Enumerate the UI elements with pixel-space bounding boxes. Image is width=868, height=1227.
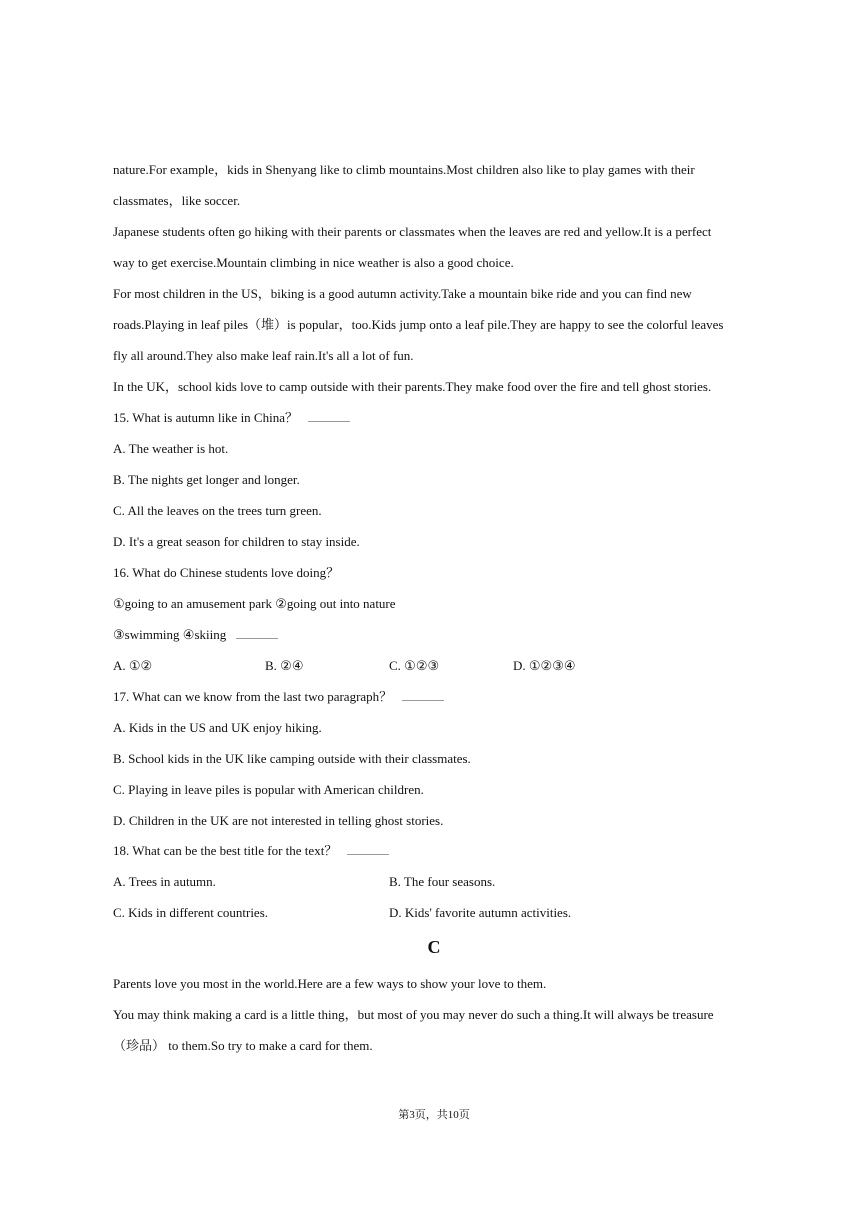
question-text: 15. What is autumn like in China？ — [113, 410, 298, 425]
passage-line: In the UK，school kids love to camp outside with their parents.They make food over the fire and tell ghost stories. — [113, 379, 712, 394]
question-15-option-a: A. The weather is hot. — [113, 441, 229, 456]
question-18-option-b: B. The four seasons. — [389, 874, 496, 889]
question-18-stem — [113, 843, 389, 859]
question-15-stem — [113, 410, 350, 426]
question-16-choices-line — [113, 627, 278, 643]
passage-line: nature.For example，kids in Shenyang like to climb mountains.Most children also like to play games with their — [113, 162, 695, 177]
question-15-option-c: C. All the leaves on the trees turn green. — [113, 503, 322, 518]
question-16-option-b: B. ②④ — [265, 658, 304, 673]
question-16-option-d: D. ①②③④ — [513, 658, 576, 673]
passage-line: For most children in the US，biking is a good autumn activity.Take a mountain bike ride and you can find new — [113, 286, 692, 301]
question-17-option-d: D. Children in the UK are not interested in telling ghost stories. — [113, 813, 444, 828]
question-text: 18. What can be the best title for the text？ — [113, 843, 338, 858]
question-15-option-b: B. The nights get longer and longer. — [113, 472, 300, 487]
answer-blank — [402, 699, 444, 701]
answer-blank — [308, 420, 350, 422]
passage-line: classmates，like soccer. — [113, 193, 241, 208]
passage-line: fly all around.They also make leaf rain.It's all a lot of fun. — [113, 348, 414, 363]
answer-blank — [236, 637, 278, 639]
passage-line: Parents love you most in the world.Here are a few ways to show your love to them. — [113, 976, 547, 991]
question-16-stem: 16. What do Chinese students love doing？ — [113, 565, 340, 580]
answer-blank — [347, 853, 389, 855]
passage-line: You may think making a card is a little thing，but most of you may never do such a thing.It will always be treasure — [113, 1007, 714, 1022]
question-text: ③swimming ④skiing — [113, 627, 227, 642]
question-18-option-a: A. Trees in autumn. — [113, 874, 216, 889]
question-16-option-c: C. ①②③ — [389, 658, 440, 673]
question-18-option-c: C. Kids in different countries. — [113, 905, 269, 920]
question-15-option-d: D. It's a great season for children to stay inside. — [113, 534, 360, 549]
question-18-option-d: D. Kids' favorite autumn activities. — [389, 905, 572, 920]
question-17-option-c: C. Playing in leave piles is popular with American children. — [113, 782, 424, 797]
question-16-option-a: A. ①② — [113, 658, 153, 673]
question-16-choices-line: ①going to an amusement park ②going out into nature — [113, 596, 396, 611]
passage-line: （珍品） to them.So try to make a card for them. — [113, 1038, 373, 1053]
question-17-option-a: A. Kids in the US and UK enjoy hiking. — [113, 720, 322, 735]
section-heading: C — [427, 937, 441, 957]
question-text: 17. What can we know from the last two paragraph？ — [113, 689, 393, 704]
passage-line: way to get exercise.Mountain climbing in nice weather is also a good choice. — [113, 255, 514, 270]
page-number: 第3页，共10页 — [398, 1109, 470, 1121]
passage-line: roads.Playing in leaf piles（堆）is popular，too.Kids jump onto a leaf pile.They are happy to see the colorful leaves — [113, 317, 724, 332]
question-17-stem — [113, 689, 444, 705]
question-17-option-b: B. School kids in the UK like camping outside with their classmates. — [113, 751, 471, 766]
passage-line: Japanese students often go hiking with their parents or classmates when the leaves are red and yellow.It is a perfect — [113, 224, 712, 239]
